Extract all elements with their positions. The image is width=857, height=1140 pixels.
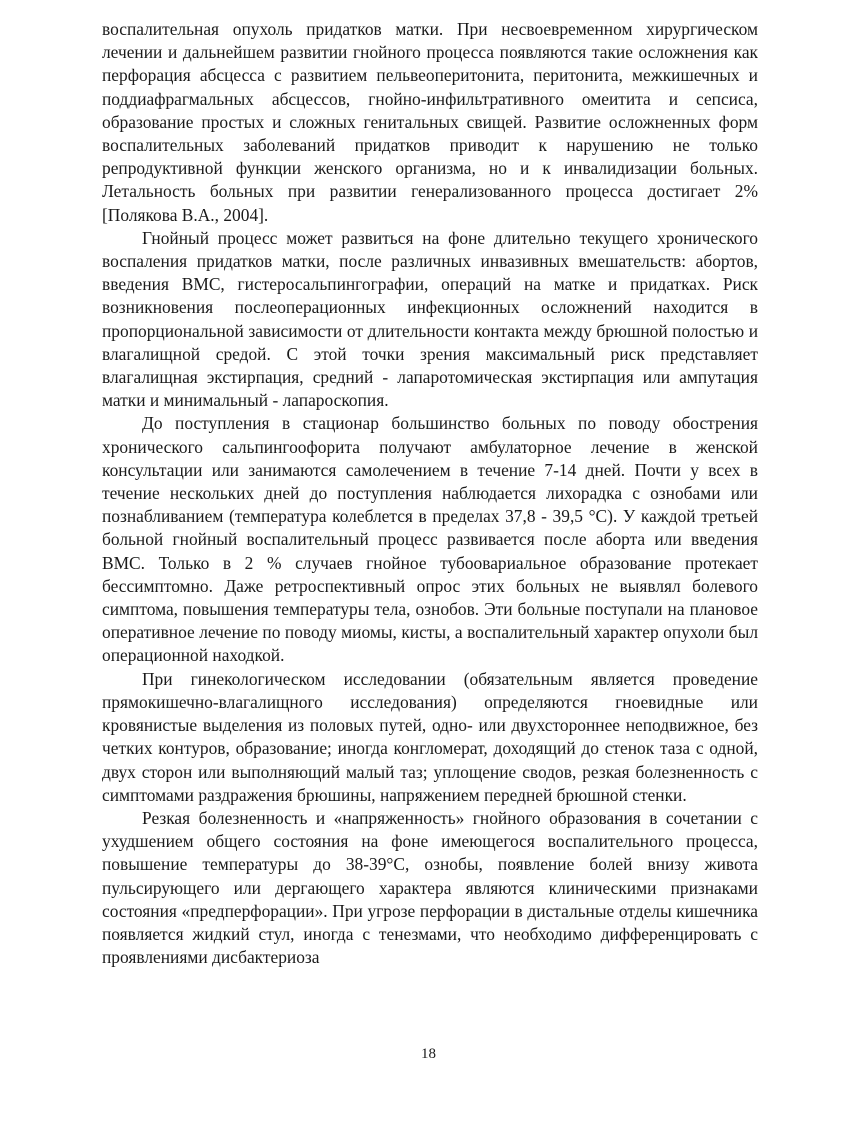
document-body — [102, 18, 758, 969]
page-number: 18 — [421, 1046, 436, 1062]
paragraph-purulent-process: Гнойный процесс может развиться на фоне длительно текущего хронического воспаления придатков матки, после различных инвазивных вмешательств: абортов, введения ВМС, гистеросальпингографии, операций на матке и придатках. Риск возникновения послеоперационных инфекционных осложнений находится в пропорциональной зависимости от длительности контакта между брюшной полостью и влагалищной средой. С этой точки зрения максимальный риск представляет влагалищная экстирпация, средний - лапаротомическая экстирпация или ампутация матки и минимальный - лапароскопия. — [102, 227, 758, 411]
paragraph-gynecological-exam: При гинекологическом исследовании (обязательным является проведение прямокишечно-влагалищного исследования) определяются гноевидные или кровянистые выделения из половых путей, одно- или двухстороннее неподвижное, без четких контуров, образование; иногда конгломерат, доходящий до стенок таза с одной, двух сторон или выполняющий малый таз; уплощение сводов, резкая болезненность с симптомами раздражения брюшины, напряжением передней брюшной стенки. — [102, 668, 758, 805]
paragraph-preperforation: Резкая болезненность и «напряженность» гнойного образования в сочетании с ухудшением общего состояния на фоне имеющегося воспалительного процесса, повышение температуры до 38-39°С, ознобы, появление болей внизу живота пульсирующего или дергающего характера являются клиническими признаками состояния «предперфорации». При угрозе перфорации в дистальные отделы кишечника появляется жидкий стул, иногда с тенезмами, что необходимо дифференцировать с проявлениями дисбактериоза — [102, 807, 758, 968]
paragraph-continuation: воспалительная опухоль придатков матки. При несвоевременном хирургическом лечении и дальнейшем развитии гнойного процесса появляются такие осложнения как перфорация абсцесса с развитием пельвеоперитонита, перитонита, межкишечных и поддиафрагмальных абсцессов, гнойно-инфильтративного омеитита и сепсиса, образование простых и сложных генитальных свищей. Развитие осложненных форм воспалительных заболеваний придатков приводит к нарушению не только репродуктивной функции женского организма, но и к инвалидизации больных. Летальность больных при развитии генерализованного процесса достигает 2% [Полякова В.А., 2004]. — [102, 19, 758, 225]
paragraph-admission-history: До поступления в стационар большинство больных по поводу обострения хронического сальпингоофорита получают амбулаторное лечение в женской консультации или занимаются самолечением в течение 7-14 дней. Почти у всех в течение нескольких дней до поступления наблюдается лихорадка с ознобами или познабливанием (температура колеблется в пределах 37,8 - 39,5 °С). У каждой третьей больной гнойный воспалительный процесс развивается после аборта или введения ВМС. Только в 2 % случаев гнойное тубоовариальное образование протекает бессимптомно. Даже ретроспективный опрос этих больных не выявлял болевого симптома, повышения температуры тела, ознобов. Эти больные поступали на плановое оперативное лечение по поводу миомы, кисты, а воспалительный характер опухоли был операционной находкой. — [102, 413, 758, 666]
